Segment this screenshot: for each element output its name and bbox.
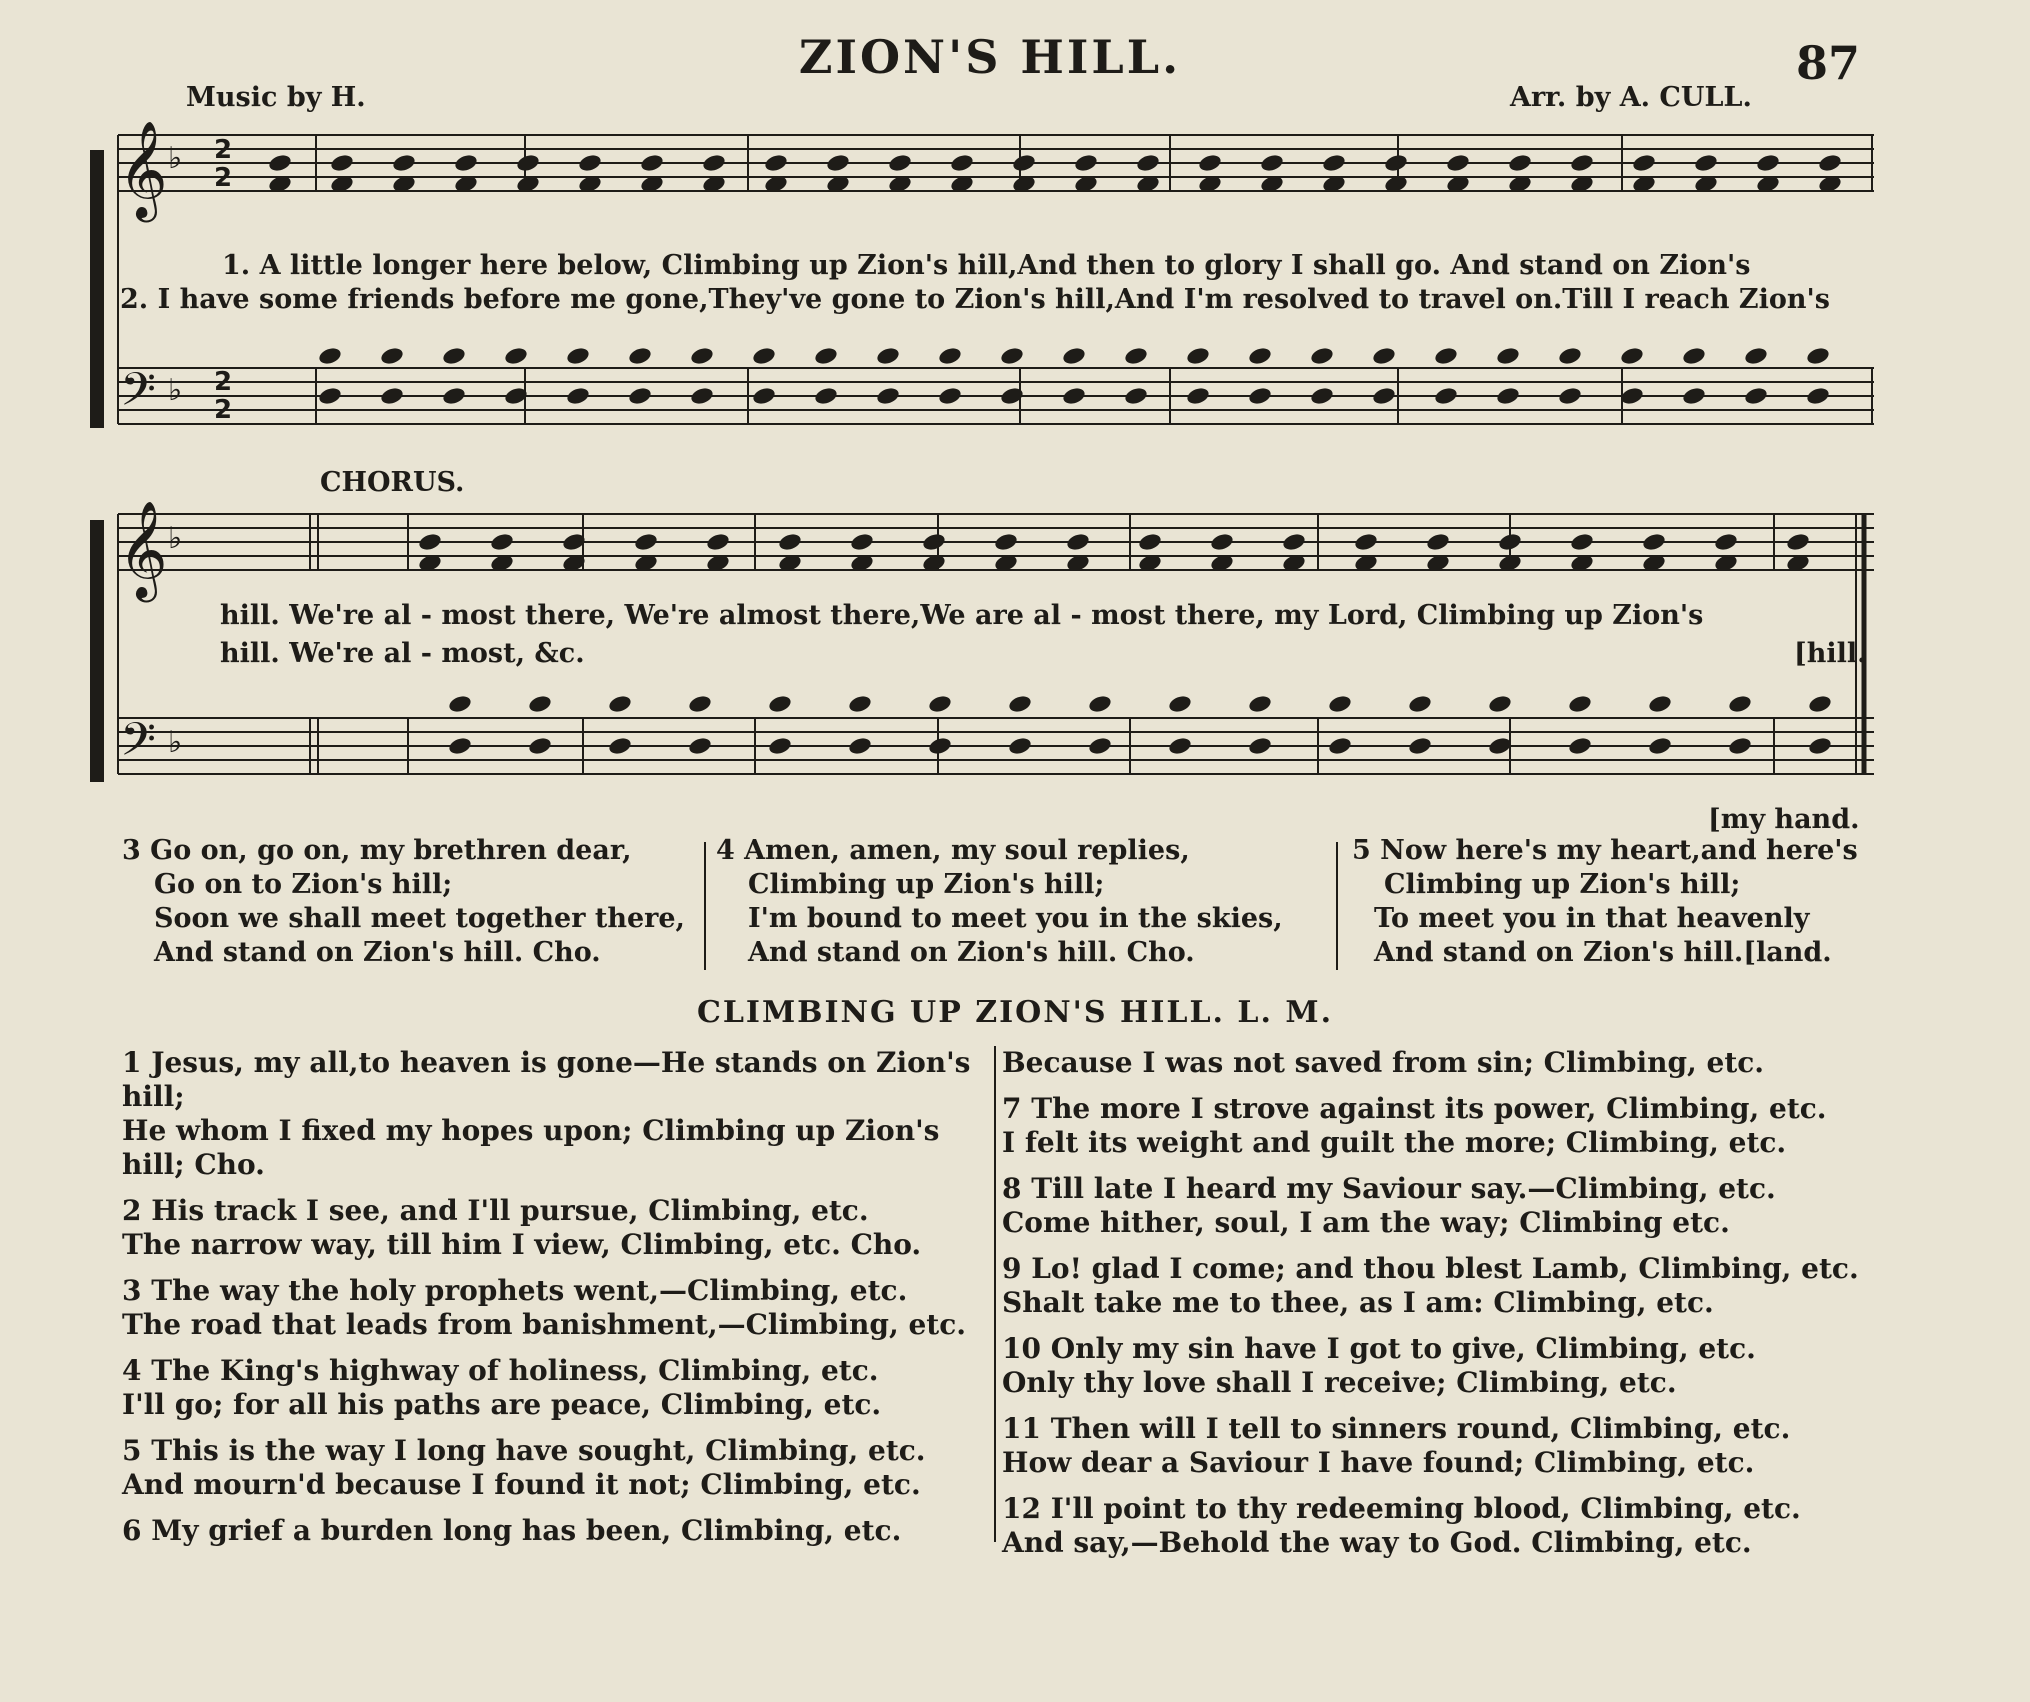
note-head <box>447 736 472 757</box>
note-head <box>1327 736 1352 757</box>
note-head <box>1693 153 1718 174</box>
note-head <box>441 346 466 367</box>
hymn-line: Only thy love shall I receive; Climbing, etc. <box>1002 1366 1677 1399</box>
note-head <box>825 153 850 174</box>
page-number: 87 <box>1796 36 1861 90</box>
hymn-line: 6 My grief a burden long has been, Climbing, etc. <box>122 1514 902 1547</box>
note-head <box>847 694 872 715</box>
note-head <box>1433 346 1458 367</box>
note-head <box>875 346 900 367</box>
flat-key-icon: ♭ <box>168 141 183 176</box>
note-head <box>687 694 712 715</box>
hymn-line: hill; Cho. <box>122 1148 265 1181</box>
hymn-line: Come hither, soul, I am the way; Climbing etc. <box>1002 1206 1730 1239</box>
note-head <box>1495 346 1520 367</box>
chorus-lyric-2-end: [hill. <box>1794 638 1867 669</box>
stanza-3: 3 Go on, go on, my brethren dear, Go on to Zion's hill; Soon we shall meet together there, And stand on Zion's hill. Cho. <box>122 835 685 968</box>
note-head <box>687 736 712 757</box>
note-head <box>1185 386 1210 407</box>
hymn-line: I felt its weight and guilt the more; Climbing, etc. <box>1002 1126 1787 1159</box>
stanza-5: 5 Now here's my heart,and here's Climbing up Zion's hill; To meet you in that heavenly And stand on Zion's hill.[land. <box>1352 835 1858 968</box>
note-head <box>1371 386 1396 407</box>
note-head <box>875 386 900 407</box>
hymn-left-column <box>122 1046 970 1548</box>
note-head <box>1135 153 1160 174</box>
chorus-lyric-1: hill. We're al - most there, We're almost there,We are al - most there, my Lord, Climbing up Zion's <box>220 600 1704 631</box>
note-head <box>1727 736 1752 757</box>
note-head <box>1353 532 1378 553</box>
note-head <box>1805 346 1830 367</box>
note-head <box>633 532 658 553</box>
note-head <box>1681 386 1706 407</box>
bass-clef-icon: 𝄢 <box>120 713 157 778</box>
note-head <box>1247 386 1272 407</box>
svg-text:2: 2 <box>214 163 233 193</box>
note-head <box>1247 346 1272 367</box>
note-head <box>1569 153 1594 174</box>
note-head <box>515 153 540 174</box>
note-head <box>927 736 952 757</box>
note-head <box>1805 386 1830 407</box>
flat-key-icon: ♭ <box>168 725 183 760</box>
note-head <box>1407 736 1432 757</box>
note-head <box>639 153 664 174</box>
column-divider <box>994 1046 996 1542</box>
note-head <box>1641 532 1666 553</box>
note-head <box>1007 736 1032 757</box>
note-head <box>1507 153 1532 174</box>
note-head <box>751 346 776 367</box>
hymn-line: The narrow way, till him I view, Climbing, etc. Cho. <box>122 1228 922 1261</box>
note-head <box>489 532 514 553</box>
note-head <box>1209 532 1234 553</box>
chorus-lyric-2: hill. We're al - most, &c. <box>220 638 585 669</box>
note-head <box>927 694 952 715</box>
note-head <box>1807 694 1832 715</box>
note-head <box>1619 346 1644 367</box>
note-head <box>1259 153 1284 174</box>
chorus-label: CHORUS. <box>320 467 465 498</box>
note-head <box>701 153 726 174</box>
note-head <box>993 532 1018 553</box>
note-head <box>527 694 552 715</box>
note-head <box>1569 532 1594 553</box>
note-head <box>317 346 342 367</box>
note-head <box>1817 153 1842 174</box>
hymn-line: He whom I fixed my hopes upon; Climbing up Zion's <box>122 1114 940 1147</box>
note-head <box>1007 694 1032 715</box>
note-head <box>1557 386 1582 407</box>
note-head <box>627 346 652 367</box>
system1-bass-staff <box>118 368 1874 424</box>
note-head <box>607 736 632 757</box>
hymn-line: 10 Only my sin have I got to give, Climbing, etc. <box>1002 1332 1756 1365</box>
note-head <box>937 386 962 407</box>
note-head <box>813 386 838 407</box>
note-head <box>921 532 946 553</box>
note-head <box>1619 386 1644 407</box>
flat-key-icon: ♭ <box>168 521 183 556</box>
note-head <box>417 532 442 553</box>
verse1-lyric: 1. A little longer here below, Climbing up Zion's hill,And then to glory I shall go. And stand on Zion's <box>222 250 1751 281</box>
note-head <box>1087 736 1112 757</box>
hymn-title: CLIMBING UP ZION'S HILL. L. M. <box>696 995 1334 1030</box>
note-head <box>1755 153 1780 174</box>
note-head <box>1487 736 1512 757</box>
note-head <box>767 694 792 715</box>
note-head <box>1167 736 1192 757</box>
note-head <box>441 386 466 407</box>
time-signature: 2 <box>214 367 233 397</box>
bass-clef-icon: 𝄢 <box>120 363 157 428</box>
hymn-line: 8 Till late I heard my Saviour say.—Climbing, etc. <box>1002 1172 1776 1205</box>
note-head <box>1567 736 1592 757</box>
hymn-line: How dear a Saviour I have found; Climbing, etc. <box>1002 1446 1755 1479</box>
note-head <box>847 736 872 757</box>
note-head <box>453 153 478 174</box>
note-head <box>689 386 714 407</box>
time-signature: 2 <box>214 135 233 165</box>
note-head <box>1123 386 1148 407</box>
note-head <box>1631 153 1656 174</box>
hymn-line: Because I was not saved from sin; Climbing, etc. <box>1002 1046 1765 1079</box>
note-head <box>949 153 974 174</box>
note-head <box>999 346 1024 367</box>
note-head <box>1557 346 1582 367</box>
note-head <box>527 736 552 757</box>
note-head <box>379 346 404 367</box>
note-head <box>1383 153 1408 174</box>
treble-clef-icon: 𝄞 <box>118 500 168 598</box>
note-head <box>1647 694 1672 715</box>
arranger-credit: Arr. by A. CULL. <box>1510 82 1752 113</box>
hymn-line: 7 The more I strove against its power, Climbing, etc. <box>1002 1092 1827 1125</box>
note-head <box>777 532 802 553</box>
note-head <box>1197 153 1222 174</box>
note-head <box>503 346 528 367</box>
hymn-line: Shalt take me to thee, as I am: Climbing, etc. <box>1002 1286 1714 1319</box>
hymn-line: I'll go; for all his paths are peace, Climbing, etc. <box>122 1388 882 1421</box>
hymn-line: And mourn'd because I found it not; Climbing, etc. <box>122 1468 921 1501</box>
hymn-line: hill; <box>122 1080 185 1113</box>
hymn-line: And say,—Behold the way to God. Climbing, etc. <box>1002 1526 1752 1559</box>
note-head <box>1167 694 1192 715</box>
column-divider <box>704 842 706 970</box>
note-head <box>1647 736 1672 757</box>
note-head <box>751 386 776 407</box>
note-head <box>379 386 404 407</box>
note-head <box>577 153 602 174</box>
note-head <box>1321 153 1346 174</box>
note-head <box>887 153 912 174</box>
note-head <box>1073 153 1098 174</box>
note-head <box>1743 346 1768 367</box>
note-head <box>937 346 962 367</box>
svg-text:2: 2 <box>214 395 233 425</box>
note-head <box>1425 532 1450 553</box>
note-head <box>1497 532 1522 553</box>
composer-credit: Music by H. <box>186 82 366 113</box>
hymn-line: 3 The way the holy prophets went,—Climbing, etc. <box>122 1274 908 1307</box>
hymn-line: 9 Lo! glad I come; and thou blest Lamb, Climbing, etc. <box>1002 1252 1859 1285</box>
note-head <box>1713 532 1738 553</box>
hymn-line: 2 His track I see, and I'll pursue, Climbing, etc. <box>122 1194 869 1227</box>
note-head <box>565 346 590 367</box>
note-head <box>607 694 632 715</box>
note-head <box>1681 346 1706 367</box>
stanza-4: 4 Amen, amen, my soul replies, Climbing up Zion's hill; I'm bound to meet you in the skies, And stand on Zion's hill. Cho. <box>716 835 1283 968</box>
note-head <box>447 694 472 715</box>
note-head <box>1445 153 1470 174</box>
system1-brace <box>90 150 104 428</box>
system1-treble-staff <box>118 135 1874 191</box>
note-head <box>1123 346 1148 367</box>
note-head <box>1327 694 1352 715</box>
note-head <box>1309 386 1334 407</box>
page-title: ZION'S HILL. <box>798 30 1182 84</box>
note-head <box>1433 386 1458 407</box>
note-head <box>1061 346 1086 367</box>
note-head <box>1407 694 1432 715</box>
note-head <box>1247 736 1272 757</box>
note-head <box>1137 532 1162 553</box>
hymn-line: 5 This is the way I long have sought, Climbing, etc. <box>122 1434 926 1467</box>
note-head <box>391 153 416 174</box>
system2-brace <box>90 520 104 782</box>
note-head <box>1185 346 1210 367</box>
note-head <box>1495 386 1520 407</box>
note-head <box>317 386 342 407</box>
flat-key-icon: ♭ <box>168 373 183 408</box>
note-head <box>1807 736 1832 757</box>
stanza5-overflow: [my hand. <box>1708 804 1860 835</box>
note-head <box>267 153 292 174</box>
note-head <box>329 153 354 174</box>
note-head <box>849 532 874 553</box>
note-head <box>1087 694 1112 715</box>
note-head <box>1743 386 1768 407</box>
note-head <box>767 736 792 757</box>
hymn-line: 12 I'll point to thy redeeming blood, Climbing, etc. <box>1002 1492 1801 1525</box>
note-head <box>627 386 652 407</box>
hymn-line: 11 Then will I tell to sinners round, Climbing, etc. <box>1002 1412 1791 1445</box>
hymn-right-column <box>1002 1046 1859 1560</box>
note-head <box>1309 346 1334 367</box>
note-head <box>1371 346 1396 367</box>
note-head <box>1247 694 1272 715</box>
note-head <box>1281 532 1306 553</box>
note-head <box>1011 153 1036 174</box>
hymn-line: 1 Jesus, my all,to heaven is gone—He stands on Zion's <box>122 1046 971 1079</box>
treble-clef-icon: 𝄞 <box>118 120 168 218</box>
note-head <box>763 153 788 174</box>
note-head <box>1065 532 1090 553</box>
note-head <box>1487 694 1512 715</box>
system2-bass-staff <box>118 718 1874 774</box>
note-head <box>1061 386 1086 407</box>
note-head <box>689 346 714 367</box>
note-head <box>813 346 838 367</box>
music-score <box>0 0 2030 820</box>
note-head <box>1785 532 1810 553</box>
note-head <box>1567 694 1592 715</box>
note-head <box>705 532 730 553</box>
note-head <box>565 386 590 407</box>
hymn-line: 4 The King's highway of holiness, Climbing, etc. <box>122 1354 879 1387</box>
verse2-lyric: 2. I have some friends before me gone,They've gone to Zion's hill,And I'm resolved to travel on.Till I reach Zion's <box>120 284 1830 315</box>
hymn-line: The road that leads from banishment,—Climbing, etc. <box>122 1308 966 1341</box>
note-head <box>1727 694 1752 715</box>
column-divider <box>1336 842 1338 970</box>
